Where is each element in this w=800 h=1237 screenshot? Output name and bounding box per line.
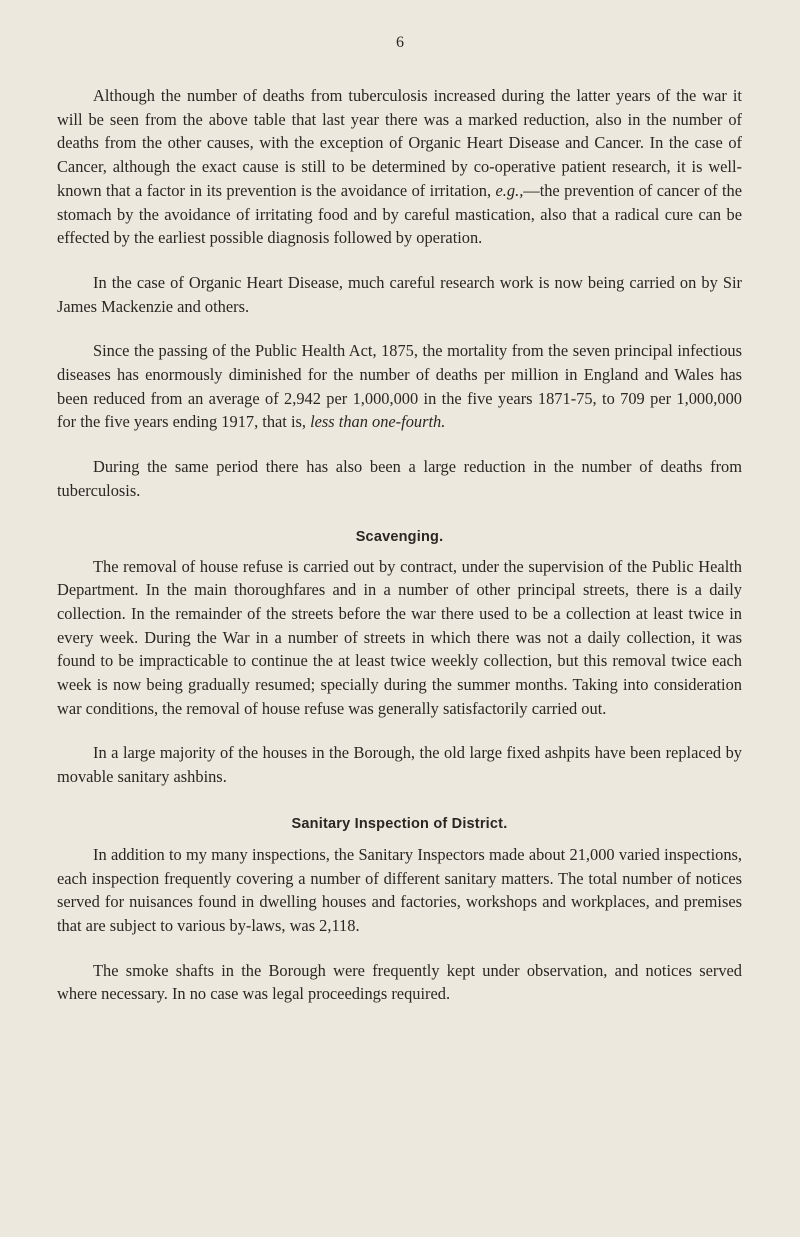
paragraph-inspections: In addition to my many inspections, the Sanitary Inspectors made about 21,000 varied inspections, each inspection frequently covering a number of different sanitary matters. The total number of notices served for nuisances found in dwelling houses and factories, workshops and workplaces, and premises that are subject to various by-laws, was 2,118. <box>57 844 742 935</box>
paragraph-refuse-removal: The removal of house refuse is carried out by contract, under the supervision of the Public Health Department. In the main thoroughfares and in a number of other principal streets, there is a daily collection. In the remainder of the streets before the war there used to be a collection at least twice in every week. During the War in a number of streets in which there was not a daily collection, it was found to be impracticable to continue the at least twice weekly collection, but this removal twice each week is now being gradually resumed; specially during the summer months. Taking into consideration war conditions, the removal of house refuse was generally satisfactorily carried out. <box>57 556 742 718</box>
heading-scavenging: Scavenging. <box>355 528 444 545</box>
paragraph-text: Since the passing of the Public Health Act, 1875, the mortality from the seven principal infectious diseases has enormously diminished for the number of deaths per million in England and Wales has been reduced from an average of 2,942 per 1,000,000 in the five years 1871-75, to 709 per 1,000,000 for the five years ending 1917, that is, <box>57 341 742 432</box>
paragraph-text-continued: —the prevention of cancer of the stomach by the avoidance of irritating food and by careful mastication, also that a radical cure can be effected by the earliest possible diagnosis followed by operation. <box>57 180 742 248</box>
body-text <box>57 84 742 1006</box>
paragraph-ashbins: In a large majority of the houses in the Borough, the old large fixed ashpits have been replaced by movable sanitary ashbins. <box>57 743 742 787</box>
heading-sanitary-inspection: Sanitary Inspection of District. <box>291 815 508 832</box>
paragraph-smoke-shafts: The smoke shafts in the Borough were frequently kept under observation, and notices served where necessary. In no case was legal proceedings required. <box>57 960 742 1004</box>
paragraph-heart-disease: In the case of Organic Heart Disease, much careful research work is now being carried on by Sir James Mackenzie and others. <box>57 272 742 316</box>
page-number: 6 <box>396 34 404 51</box>
paragraph-tuberculosis-cancer <box>57 84 742 250</box>
abbreviation-eg: e.g., <box>495 180 524 200</box>
paragraph-text: Although the number of deaths from tuberculosis increased during the latter years of the war it will be seen from the above table that last year there was a marked reduction, also in the number of deaths from the other causes, with the exception of Organic Heart Disease and Cancer. In the case of Cancer, although the exact cause is still to be determined by co-operative patient research, it is well-known that a factor in its prevention is the avoidance of irritation, <box>57 86 742 200</box>
emphasis-less-than-one-fourth: less than one-fourth. <box>310 412 446 432</box>
paragraph-public-health-act <box>57 339 742 434</box>
paragraph-tuberculosis-reduction: During the same period there has also been a large reduction in the number of deaths from tuberculosis. <box>57 457 742 500</box>
